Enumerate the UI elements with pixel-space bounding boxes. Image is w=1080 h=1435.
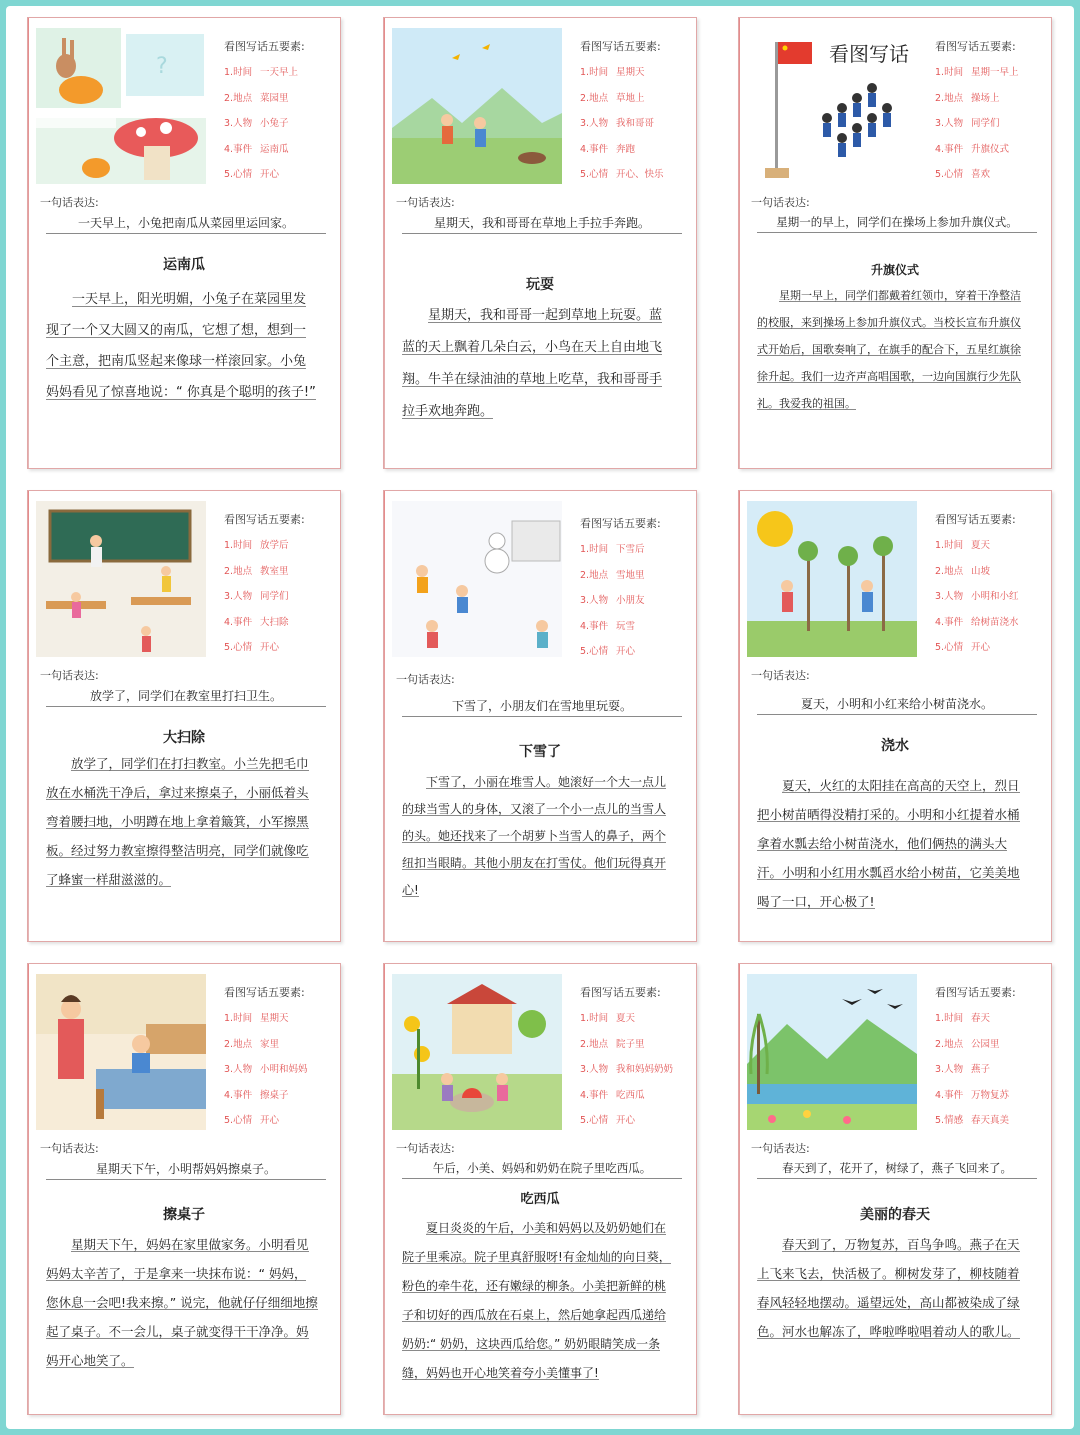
elements-title: 看图写话五要素:: [580, 986, 661, 999]
element-place: 2.地点 院子里: [580, 1038, 645, 1050]
element-time: 1.时间 放学后: [224, 540, 289, 551]
card-snow: [383, 490, 697, 942]
one-sentence: 星期天，我和哥哥在草地上手拉手奔跑。: [402, 214, 682, 234]
element-mood: 5.心情 开心: [580, 1115, 636, 1126]
element-mood: 5.心情 开心: [224, 1115, 280, 1126]
one-sentence-label: 一句话表达:: [40, 196, 99, 209]
element-event: 4.事件 擦桌子: [224, 1089, 289, 1101]
element-event: 4.事件 升旗仪式: [935, 143, 1010, 155]
element-event: 4.事件 吃西瓜: [580, 1089, 645, 1101]
story-title: 运南瓜: [163, 257, 205, 273]
element-event: 4.事件 大扫除: [224, 616, 289, 628]
story-text: 下雪了，小丽在堆雪人。她滚好一个大一点儿的球当雪人的身体，又滚了一个小一点儿的当雪人的头。她还找来了一个胡萝卜当雪人的鼻子，两个纽扣当眼睛。其他小朋友在打雪仗。他们玩得真开心!: [402, 775, 667, 897]
one-sentence-label: 一句话表达:: [40, 1142, 99, 1155]
card-watering: [738, 490, 1052, 942]
one-sentence: 星期天下午，小明帮妈妈擦桌子。: [46, 1160, 326, 1180]
element-place: 2.地点 菜园里: [224, 92, 289, 104]
element-event: 4.事件 奔跑: [580, 143, 636, 155]
story-text: 星期一早上，同学们都戴着红领巾，穿着干净整洁的校服，来到操场上参加升旗仪式。当校长宣布升旗仪式开始后，国歌奏响了，在旗手的配合下，五星红旗徐徐升起。我们一边齐声高唱国歌，一边向国旗行少先队礼。我爱我的祖国。: [757, 289, 1021, 410]
card-cleaning: [27, 490, 341, 942]
element-mood: 5.心情 开心: [224, 169, 280, 180]
element-time: 1.时间 下雪后: [580, 544, 645, 555]
element-time: 1.时间 夏天: [580, 1013, 636, 1024]
card-watermelon: [383, 963, 697, 1415]
element-person: 3.人物 小明和妈妈: [224, 1064, 308, 1075]
element-place: 2.地点 雪地里: [580, 569, 645, 581]
element-person: 3.人物 我和哥哥: [580, 118, 655, 129]
one-sentence-label: 一句话表达:: [751, 1142, 810, 1155]
one-sentence-label: 一句话表达:: [751, 669, 810, 682]
elements-title: 看图写话五要素:: [935, 40, 1016, 53]
element-person: 3.人物 小明和小红: [935, 591, 1019, 602]
story-text: 放学了，同学们在打扫教室。小兰先把毛巾放在水桶洗干净后，拿过来擦桌子，小丽低着头弯着腰扫地，小明蹲在地上拿着簸箕，小军擦黑板。经过努力教室擦得整洁明亮，同学们就像吃了蜂蜜一样甜滋滋的。: [46, 756, 309, 887]
element-mood: 5.心情 开心: [935, 642, 991, 653]
story-text: 星期天下午，妈妈在家里做家务。小明看见妈妈太辛苦了，于是拿来一块抹布说：“ 妈妈，您休息一会吧!我来擦。” 说完，他就仔仔细细地擦起了桌子。不一会儿，桌子就变得干干净净。妈妈开心地笑了。: [46, 1237, 318, 1368]
element-place: 2.地点 家里: [224, 1038, 280, 1050]
one-sentence-label: 一句话表达:: [396, 673, 455, 686]
element-time: 1.时间 星期天: [580, 67, 645, 78]
story-text: 春天到了，万物复苏，百鸟争鸣。燕子在天上飞来飞去，快活极了。柳树发芽了，柳枝随着春风轻轻地摆动。遥望远处，高山都被染成了绿色。河水也解冻了，哗啦哗啦唱着动人的歌儿。: [757, 1237, 1020, 1339]
one-sentence-label: 一句话表达:: [396, 196, 455, 209]
story-title: 下雪了: [519, 744, 561, 760]
card-flag-raising: [738, 17, 1052, 469]
elements-title: 看图写话五要素:: [224, 513, 305, 526]
story-title: 擦桌子: [163, 1207, 205, 1223]
one-sentence: 春天到了，花开了，树绿了，燕子飞回来了。: [757, 1160, 1037, 1179]
element-person: 3.人物 小朋友: [580, 595, 645, 606]
header-title: 看图写话: [829, 42, 909, 66]
illustration-rabbit-pumpkin: [36, 28, 206, 184]
illustration-children-running: [392, 28, 562, 184]
element-person: 3.人物 燕子: [935, 1064, 991, 1075]
element-mood: 5.心情 开心: [580, 646, 636, 657]
illustration-snow-play: [392, 501, 562, 657]
elements-title: 看图写话五要素:: [935, 986, 1016, 999]
element-time: 1.时间 一天早上: [224, 67, 299, 78]
story-title: 玩耍: [526, 277, 554, 293]
one-sentence: 下雪了，小朋友们在雪地里玩耍。: [402, 697, 682, 717]
element-time: 1.时间 星期一早上: [935, 67, 1019, 78]
element-time: 1.时间 夏天: [935, 540, 991, 551]
elements-title: 看图写话五要素:: [580, 517, 661, 530]
element-mood: 5.情感 春天真美: [935, 1115, 1010, 1126]
card-playing: [383, 17, 697, 469]
element-place: 2.地点 操场上: [935, 92, 1000, 104]
one-sentence: 午后，小美、妈妈和奶奶在院子里吃西瓜。: [402, 1160, 682, 1179]
story-title: 美丽的春天: [860, 1207, 930, 1223]
element-time: 1.时间 春天: [935, 1013, 991, 1024]
one-sentence: 夏天，小明和小红来给小树苗浇水。: [757, 695, 1037, 715]
story-text: 夏日炎炎的午后，小美和妈妈以及奶奶她们在院子里乘凉。院子里真舒服呀!有金灿灿的向日葵，粉色的牵牛花，还有嫩绿的柳条。小美把新鲜的桃子和切好的西瓜放在石桌上，然后她拿起西瓜递给奶奶:“ 奶奶，这块西瓜给您。” 奶奶眼睛笑成一条缝，妈妈也开心地笑着夸小美懂事了!: [402, 1221, 671, 1380]
story-title: 升旗仪式: [870, 263, 919, 277]
story-text: 星期天，我和哥哥一起到草地上玩耍。蓝蓝的天上飘着几朵白云，小鸟在天上自由地飞翔。牛羊在绿油油的草地上吃草，我和哥哥手拉手欢地奔跑。: [402, 308, 663, 419]
one-sentence-label: 一句话表达:: [396, 1142, 455, 1155]
elements-title: 看图写话五要素:: [580, 40, 661, 53]
card-spring: [738, 963, 1052, 1415]
one-sentence: 一天早上，小兔把南瓜从菜园里运回家。: [46, 214, 326, 234]
elements-title: 看图写话五要素:: [935, 513, 1016, 526]
element-event: 4.事件 玩雪: [580, 620, 636, 632]
element-place: 2.地点 教室里: [224, 565, 289, 577]
story-text: 一天早上，阳光明媚，小兔子在菜园里发现了一个又大圆又的南瓜，它想了想，想到一个主意，把南瓜竖起来像球一样滚回家。小兔妈妈看见了惊喜地说：“ 你真是个聪明的孩子!”: [46, 292, 316, 400]
illustration-spring-scene: [747, 974, 917, 1130]
card-pumpkin: [27, 17, 341, 469]
illustration-watering-trees: [747, 501, 917, 657]
illustration-classroom-cleaning: [36, 501, 206, 657]
element-time: 1.时间 星期天: [224, 1013, 289, 1024]
one-sentence: 星期一的早上，同学们在操场上参加升旗仪式。: [757, 214, 1037, 233]
story-title: 浇水: [881, 738, 909, 754]
card-wipe-table: [27, 963, 341, 1415]
element-mood: 5.心情 喜欢: [935, 169, 991, 180]
element-place: 2.地点 山坡: [935, 565, 991, 577]
one-sentence-label: 一句话表达:: [40, 669, 99, 682]
element-person: 3.人物 小兔子: [224, 118, 289, 129]
element-place: 2.地点 草地上: [580, 92, 645, 104]
story-text: 夏天，火红的太阳挂在高高的天空上，烈日把小树苗晒得没精打采的。小明和小红提着水桶拿着水瓢去给小树苗浇水，他们俩热的满头大汗。小明和小红用水瓢舀水给小树苗，它美美地喝了一口，开心极了!: [757, 778, 1020, 909]
one-sentence: 放学了，同学们在教室里打扫卫生。: [46, 687, 326, 707]
element-person: 3.人物 我和妈妈奶奶: [580, 1064, 674, 1075]
element-mood: 5.心情 开心: [224, 642, 280, 653]
element-event: 4.事件 给树苗浇水: [935, 616, 1019, 628]
element-event: 4.事件 万物复苏: [935, 1089, 1010, 1101]
illustration-eating-watermelon: [392, 974, 562, 1130]
element-mood: 5.心情 开心、快乐: [580, 169, 664, 180]
element-person: 3.人物 同学们: [935, 118, 1000, 129]
elements-title: 看图写话五要素:: [224, 986, 305, 999]
elements-title: 看图写话五要素:: [224, 40, 305, 53]
story-title: 大扫除: [163, 730, 205, 746]
element-event: 4.事件 运南瓜: [224, 143, 289, 155]
element-person: 3.人物 同学们: [224, 591, 289, 602]
one-sentence-label: 一句话表达:: [751, 196, 810, 209]
element-place: 2.地点 公园里: [935, 1038, 1000, 1050]
story-title: 吃西瓜: [520, 1192, 560, 1207]
svg-text:?: ?: [156, 54, 168, 79]
illustration-wiping-table: [36, 974, 206, 1130]
